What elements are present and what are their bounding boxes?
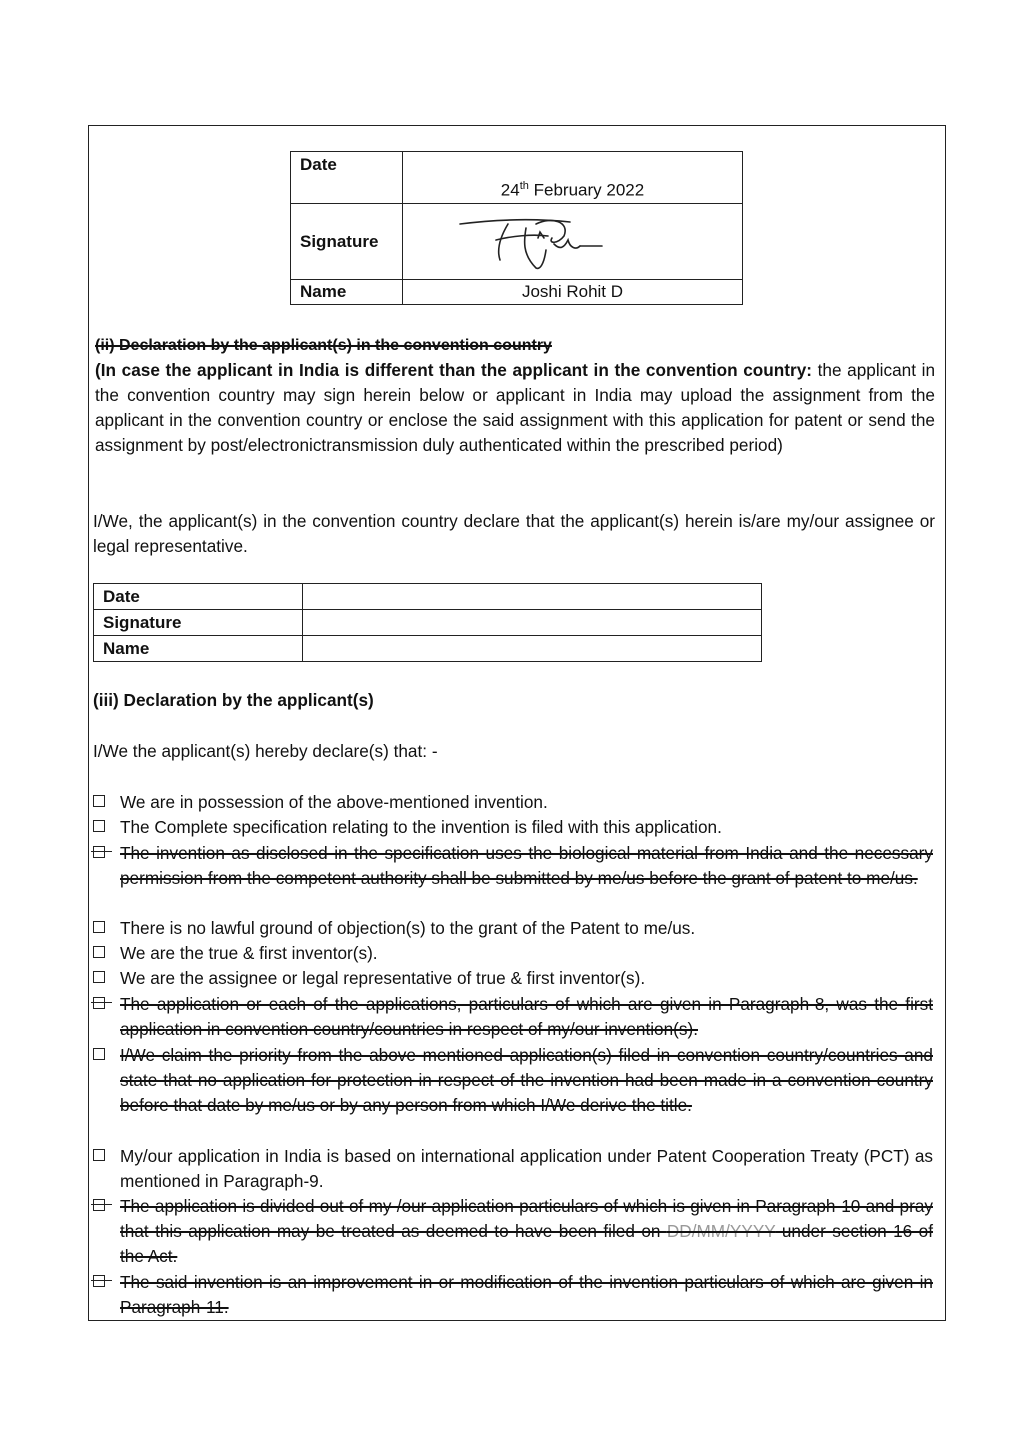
declaration-item: We are in possession of the above-mentioned invention.: [93, 790, 933, 815]
date-placeholder: DD/MM/YYYY: [666, 1221, 776, 1241]
checkbox[interactable]: [93, 1048, 105, 1060]
checkbox[interactable]: [93, 1149, 105, 1161]
declaration-item: We are the assignee or legal representative of true & first inventor(s).: [93, 966, 933, 991]
convention-declaration: I/We, the applicant(s) in the convention country declare that the applicant(s) herein is/are my/our assignee or legal representative.: [93, 511, 935, 556]
declaration-item-struck: The application or each of the applications, particulars of which are given in Paragraph-8, was the first application in convention country/countries in respect of my/our invention(s).: [93, 992, 933, 1042]
checkbox[interactable]: [93, 1275, 105, 1287]
signature-label: Signature: [291, 204, 403, 280]
name-field[interactable]: [303, 636, 762, 662]
name-label: Name: [291, 280, 403, 305]
signature-label: Signature: [94, 610, 303, 636]
declaration-item: My/our application in India is based on international application under Patent Cooperation Treaty (PCT) as mentioned in Paragraph-9.: [93, 1144, 933, 1194]
declaration-item-struck: The application is divided out of my /our application particulars of which is given in Paragraph-10 and pray that this application may be treated as deemed to have been filed on DD/MM/YYYY under section 16 of the Act.: [93, 1194, 933, 1269]
declaration-item-struck: The invention as disclosed in the specification uses the biological material from India and the necessary permission from the competent authority shall be submitted by me/us before the grant of patent to me/us.: [93, 841, 933, 891]
declaration-item: There is no lawful ground of objection(s) to the grant of the Patent to me/us.: [93, 916, 933, 941]
date-label: Date: [291, 152, 403, 204]
name-value: Joshi Rohit D: [403, 280, 743, 305]
date-label: Date: [94, 584, 303, 610]
checkbox[interactable]: [93, 846, 105, 858]
signature-field[interactable]: [303, 610, 762, 636]
convention-signature-table: [93, 583, 762, 662]
checkbox[interactable]: [93, 795, 105, 807]
applicant-signature-table: [290, 151, 743, 305]
declaration-item: The Complete specification relating to the invention is filed with this application.: [93, 815, 933, 840]
section-ii-paragraph: (In case the applicant in India is different than the applicant in the convention country: the applicant in the convention country may sign herein below or applicant in India may upload the assignment from the applicant in the convention country or enclose the said assignment with this application for patent or send the assignment by post/electronictransmission duly authenticated within the prescribed period): [95, 360, 935, 455]
checkbox[interactable]: [93, 997, 105, 1009]
checkbox[interactable]: [93, 1199, 105, 1211]
declaration-item-struck: The said invention is an improvement in or modification of the invention particulars of which are given in Paragraph-11.: [93, 1270, 933, 1320]
date-value: 24th February 2022: [403, 152, 743, 204]
handwritten-signature: [452, 210, 612, 274]
declaration-item-struck: I/We claim the priority from the above mentioned application(s) filed in convention country/countries and state that no application for protection in respect of the invention had been made in a convention country before that date by me/us or by any person from which I/We derive the title.: [93, 1043, 933, 1118]
declaration-item: We are the true & first inventor(s).: [93, 941, 933, 966]
checkbox[interactable]: [93, 971, 105, 983]
checkbox[interactable]: [93, 820, 105, 832]
signature-cell: [403, 204, 743, 280]
section-iii-heading: (iii) Declaration by the applicant(s): [93, 690, 374, 710]
checkbox[interactable]: [93, 921, 105, 933]
section-ii-heading: (ii) Declaration by the applicant(s) in the convention country: [95, 337, 552, 354]
date-field[interactable]: [303, 584, 762, 610]
name-label: Name: [94, 636, 303, 662]
section-iii-intro: I/We the applicant(s) hereby declare(s) that: -: [93, 741, 438, 761]
checkbox[interactable]: [93, 946, 105, 958]
